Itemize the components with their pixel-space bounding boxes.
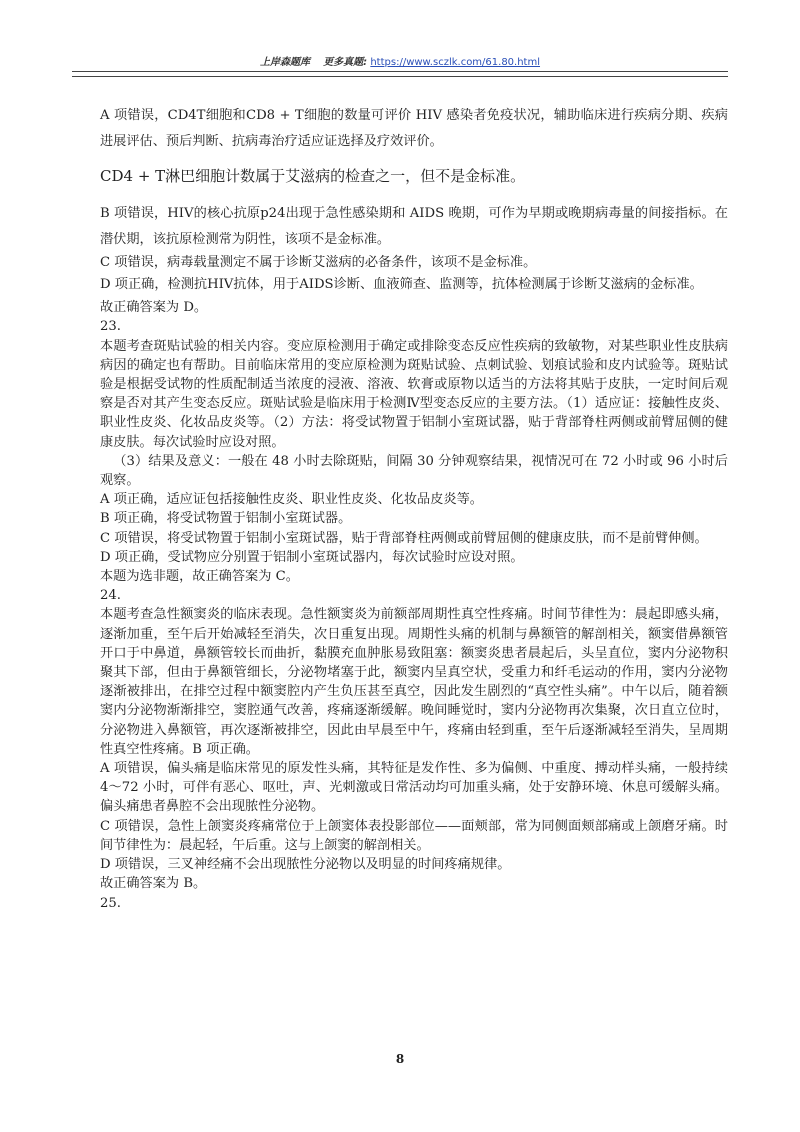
paragraph-q23-b: B 项正确，将受试物置于铝制小室斑试器。 (100, 511, 352, 527)
paragraph-q23-result: （3）结果及意义：一般在 48 小时去除斑贴，间隔 30 分钟观察结果，视情况可在 72 小时或 96 小时后观察。 (100, 453, 728, 489)
paragraph-q24-d: D 项错误，三叉神经痛不会出现脓性分泌物以及明显的时间疼痛规律。 (100, 857, 511, 873)
page-number: 8 (395, 1052, 405, 1066)
header-divider (72, 71, 728, 77)
question-number-25: 25. (100, 895, 121, 911)
question-number-24: 24. (100, 588, 121, 604)
paragraph-q22-a: A 项错误，CD4T细胞和CD8 + T细胞的数量可评价 HIV 感染者免疫状况，辅助临床进行疾病分期、疾病进展评估、预后判断、抗病毒治疗适应证选择及疗效评价。 (100, 108, 728, 149)
paragraph-q22-cd4: CD4 + T淋巴细胞计数属于艾滋病的检查之一，但不是金标准。 (100, 167, 526, 185)
paragraph-q23-explanation: 本题考查斑贴试验的相关内容。变应原检测用于确定或排除变态反应性疾病的致敏物，对某些职业性皮肤病病因的确定也有帮助。目前临床常用的变应原检测为斑贴试验、点刺试验、划痕试验和皮内试验等。斑贴试验是根据受试物的性质配制适当浓度的浸液、溶液、软膏或原物以适当的方法将其贴于皮肤，一定时间后观察是否对其产生变态反应。斑贴试验是临床用于检测Ⅳ型变态反应的主要方法。（1）适应证：接触性皮炎、职业性皮炎、化妆品皮炎等。（2）方法：将受试物置于铝制小室斑试器，贴于背部脊柱两侧或前臂屈侧的健康皮肤。每次试验时应设对照。 (100, 338, 728, 450)
paragraph-q24-explanation: 本题考查急性额窦炎的临床表现。急性额窦炎为前额部周期性真空性疼痛。时间节律性为：晨起即感头痛，逐渐加重，至午后开始减轻至消失，次日重复出现。周期性头痛的机制与鼻额管的解剖相关，额窦借鼻额管开口于中鼻道，鼻额管较长而曲折，黏膜充血肿胀易致阻塞：额窦炎患者晨起后，头呈直位，窦内分泌物积聚其下部，但由于鼻额管细长，分泌物堵塞于此，额窦内呈真空状，受重力和纤毛运动的作用，窦内分泌物逐渐被排出，在排空过程中额窦腔内产生负压甚至真空，因此发生剧烈的“真空性头痛”。中午以后，随着额窦内分泌物渐渐排空，窦腔通气改善，疼痛逐渐缓解。晚间睡觉时，窦内分泌物再次集聚，次日直立位时，分泌物进入鼻额管，再次逐渐被排空，因此由早晨至中午，疼痛由轻到重，至午后逐渐减轻至消失，呈周期性真空性疼痛。B 项正确。 (100, 607, 728, 757)
paragraph-q24-a: A 项错误，偏头痛是临床常见的原发性头痛，其特征是发作性、多为偏侧、中重度、搏动样头痛，一般持续 4～72 小时，可伴有恶心、呕吐，声、光刺激或日常活动均可加重头痛，处于安静环境、休息可缓解头痛。偏头痛患者鼻腔不会出现脓性分泌物。 (100, 761, 728, 815)
paragraph-q23-answer: 本题为选非题，故正确答案为 C。 (100, 569, 299, 585)
page-body (100, 103, 728, 913)
paragraph-q22-c: C 项错误，病毒载量测定不属于诊断艾滋病的必备条件，该项不是金标准。 (100, 255, 537, 270)
header-label: 更多真题: (323, 57, 368, 68)
paragraph-q24-answer: 故正确答案为 B。 (100, 876, 207, 892)
paragraph-q22-b: B 项错误，HIV的核心抗原p24出现于急性感染期和 AIDS 晚期，可作为早期或晚期病毒量的间接指标。在潜伏期，该抗原检测常为阴性，该项不是金标准。 (100, 206, 728, 247)
paragraph-q22-d: D 项正确，检测抗HIV抗体，用于AIDS诊断、血液筛查、监测等，抗体检测属于诊断艾滋病的金标准。 (100, 277, 703, 293)
paragraph-q24-c: C 项错误，急性上颌窦炎疼痛常位于上颌窦体表投影部位——面颊部，常为同侧面颊部痛或上颌磨牙痛。时间节律性为：晨起轻，午后重。这与上颌窦的解剖相关。 (100, 818, 728, 853)
question-number-23: 23. (100, 319, 121, 335)
paragraph-q22-answer: 故正确答案为 D。 (100, 300, 208, 316)
header-url-link[interactable]: https://www.sczlk.com/61.80.html (370, 57, 541, 68)
page-header (72, 56, 728, 70)
paragraph-q23-c: C 项错误，将受试物置于铝制小室斑试器，贴于背部脊柱两侧或前臂屈侧的健康皮肤，而不是前臂伸侧。 (100, 530, 708, 546)
paragraph-q23-d: D 项正确，受试物应分别置于铝制小室斑试器内，每次试验时应设对照。 (100, 549, 524, 565)
paragraph-q23-a: A 项正确，适应证包括接触性皮炎、职业性皮炎、化妆品皮炎等。 (100, 492, 483, 508)
header-brand: 上岸森题库 (259, 57, 310, 68)
